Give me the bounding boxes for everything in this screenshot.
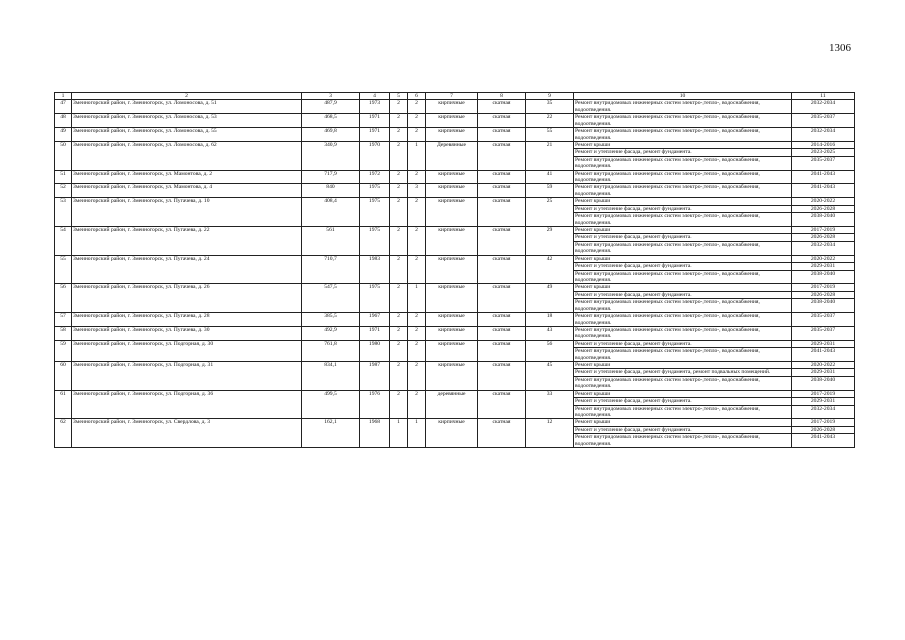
repair-period: 2038-2040 (792, 299, 855, 313)
roof-type: скатная (478, 227, 526, 256)
repair-work: Ремонт внутридомовых инженерных систем электро-,тепло-, водоснабжения, водоотведения. (574, 114, 792, 128)
roof-type: скатная (478, 114, 526, 128)
building-number: 58 (55, 326, 72, 340)
wall-material: кирпичные (426, 419, 478, 448)
floor-count: 2 (390, 128, 408, 142)
repair-period: 2041-2043 (792, 170, 855, 184)
building-address: Змеиногорский район, г. Змеиногорск, ул. Ломоносова, д. 55 (72, 128, 302, 142)
wall-material: кирпичные (426, 284, 478, 313)
repair-work: Ремонт и утепление фасада, ремонт фундамента. (574, 426, 792, 433)
building-address: Змеиногорский район, г. Змеиногорск, ул. Пугачева, д. 24 (72, 255, 302, 284)
repair-period: 2020-2022 (792, 255, 855, 262)
repair-work: Ремонт и утепление фасада, ремонт фундамента. (574, 234, 792, 241)
building-area: 840 (302, 184, 360, 198)
table-body (55, 93, 855, 448)
table-row (55, 184, 855, 198)
building-number: 54 (55, 227, 72, 256)
building-address: Змеиногорский район, г. Змеиногорск, ул. Пугачева, д. 28 (72, 313, 302, 327)
building-area: 487,9 (302, 100, 360, 114)
entrance-count: 2 (408, 326, 426, 340)
table-row (55, 227, 855, 234)
repair-work: Ремонт и утепление фасада, ремонт фундамента. (574, 398, 792, 405)
roof-type: скатная (478, 340, 526, 361)
repair-period: 2041-2043 (792, 434, 855, 448)
repair-period: 2041-2043 (792, 184, 855, 198)
table-row (55, 284, 855, 291)
column-number-row (55, 93, 855, 100)
building-address: Змеиногорский район, г. Змеиногорск, ул. Свердлова, д. 3 (72, 419, 302, 448)
building-number: 61 (55, 390, 72, 419)
repair-period: 2032-2034 (792, 100, 855, 114)
build-year: 1983 (360, 255, 390, 284)
repair-work: Ремонт внутридомовых инженерных систем электро-,тепло-, водоснабжения, водоотведения. (574, 170, 792, 184)
resident-count: 29 (526, 227, 574, 256)
wall-material: кирпичные (426, 114, 478, 128)
roof-type: скатная (478, 255, 526, 284)
build-year: 1967 (360, 313, 390, 327)
building-address: Змеиногорский район, г. Змеиногорск, ул. Пугачева, д. 10 (72, 198, 302, 227)
repair-work: Ремонт внутридомовых инженерных систем электро-,тепло-, водоснабжения, водоотведения. (574, 405, 792, 419)
table-row (55, 362, 855, 369)
resident-count: 42 (526, 255, 574, 284)
building-address: Змеиногорский район, г. Змеиногорск, ул. Пугачева, д. 22 (72, 227, 302, 256)
floor-count: 2 (390, 390, 408, 419)
roof-type: скатная (478, 390, 526, 419)
repair-work: Ремонт крыши (574, 198, 792, 205)
repair-work: Ремонт и утепление фасада, ремонт фундамента. (574, 291, 792, 298)
wall-material: кирпичные (426, 313, 478, 327)
floor-count: 2 (390, 198, 408, 227)
entrance-count: 2 (408, 313, 426, 327)
building-address: Змеиногорский район, г. Змеиногорск, ул. Подгорная, д. 31 (72, 362, 302, 391)
resident-count: 59 (526, 184, 574, 198)
wall-material: кирпичные (426, 227, 478, 256)
entrance-count: 2 (408, 170, 426, 184)
repair-period: 2017-2019 (792, 390, 855, 397)
resident-count: 18 (526, 313, 574, 327)
repair-period: 2038-2040 (792, 213, 855, 227)
col-header: 4 (360, 93, 390, 100)
repair-work: Ремонт крыши (574, 284, 792, 291)
table-row (55, 114, 855, 128)
housing-repair-table (54, 92, 855, 448)
resident-count: 33 (526, 390, 574, 419)
resident-count: 49 (526, 284, 574, 313)
repair-period: 2035-2037 (792, 114, 855, 128)
repair-work: Ремонт внутридомовых инженерных систем электро-,тепло-, водоснабжения, водоотведения. (574, 241, 792, 255)
resident-count: 21 (526, 141, 574, 170)
repair-work: Ремонт внутридомовых инженерных систем электро-,тепло-, водоснабжения, водоотведения. (574, 299, 792, 313)
building-area: 834,1 (302, 362, 360, 391)
floor-count: 2 (390, 141, 408, 170)
repair-period: 2023-2025 (792, 149, 855, 156)
table-row (55, 170, 855, 184)
col-header: 3 (302, 93, 360, 100)
repair-work: Ремонт крыши (574, 255, 792, 262)
resident-count: 43 (526, 326, 574, 340)
roof-type: скатная (478, 128, 526, 142)
repair-work: Ремонт внутридомовых инженерных систем электро-,тепло-, водоснабжения, водоотведения. (574, 184, 792, 198)
entrance-count: 2 (408, 227, 426, 256)
table-row (55, 313, 855, 327)
table-row (55, 390, 855, 397)
roof-type: скатная (478, 184, 526, 198)
build-year: 1975 (360, 198, 390, 227)
building-number: 50 (55, 141, 72, 170)
repair-period: 2038-2040 (792, 270, 855, 284)
floor-count: 2 (390, 362, 408, 391)
repair-work: Ремонт крыши (574, 362, 792, 369)
floor-count: 2 (390, 100, 408, 114)
building-number: 47 (55, 100, 72, 114)
building-address: Змеиногорский район, г. Змеиногорск, ул. Ломоносова, д. 53 (72, 114, 302, 128)
roof-type: скатная (478, 419, 526, 448)
table-row (55, 340, 855, 347)
entrance-count: 2 (408, 255, 426, 284)
resident-count: 56 (526, 340, 574, 361)
repair-period: 2026-2028 (792, 426, 855, 433)
repair-period: 2029-2031 (792, 369, 855, 376)
floor-count: 2 (390, 313, 408, 327)
building-number: 59 (55, 340, 72, 361)
col-header: 1 (55, 93, 72, 100)
repair-period: 2035-2037 (792, 326, 855, 340)
resident-count: 41 (526, 170, 574, 184)
repair-period: 2032-2034 (792, 405, 855, 419)
floor-count: 2 (390, 114, 408, 128)
entrance-count: 2 (408, 362, 426, 391)
build-year: 1972 (360, 170, 390, 184)
wall-material: кирпичные (426, 100, 478, 114)
entrance-count: 1 (408, 141, 426, 170)
building-number: 48 (55, 114, 72, 128)
table-row (55, 419, 855, 426)
repair-period: 2029-2031 (792, 263, 855, 270)
roof-type: скатная (478, 326, 526, 340)
repair-period: 2020-2022 (792, 362, 855, 369)
building-address: Змеиногорский район, г. Змеиногорск, ул. Подгорная, д. 30 (72, 340, 302, 361)
build-year: 1987 (360, 362, 390, 391)
repair-work: Ремонт внутридомовых инженерных систем электро-,тепло-, водоснабжения, водоотведения. (574, 270, 792, 284)
building-area: 561 (302, 227, 360, 256)
resident-count: 55 (526, 128, 574, 142)
roof-type: скатная (478, 198, 526, 227)
repair-work: Ремонт и утепление фасада, ремонт фундамента. (574, 340, 792, 347)
building-area: 469,8 (302, 128, 360, 142)
table-row (55, 198, 855, 205)
col-header: 9 (526, 93, 574, 100)
repair-work: Ремонт крыши (574, 227, 792, 234)
build-year: 1975 (360, 184, 390, 198)
table-row (55, 326, 855, 340)
repair-period: 2035-2037 (792, 313, 855, 327)
repair-period: 2029-2031 (792, 340, 855, 347)
build-year: 1970 (360, 141, 390, 170)
roof-type: скатная (478, 170, 526, 184)
col-header: 7 (426, 93, 478, 100)
build-year: 1975 (360, 227, 390, 256)
col-header: 2 (72, 93, 302, 100)
repair-work: Ремонт крыши (574, 419, 792, 426)
repair-period: 2026-2028 (792, 205, 855, 212)
repair-period: 2017-2019 (792, 419, 855, 426)
repair-period: 2041-2043 (792, 348, 855, 362)
repair-work: Ремонт внутридомовых инженерных систем электро-,тепло-, водоснабжения, водоотведения. (574, 213, 792, 227)
floor-count: 1 (390, 419, 408, 448)
wall-material: кирпичные (426, 184, 478, 198)
building-area: 385,5 (302, 313, 360, 327)
repair-work: Ремонт внутридомовых инженерных систем электро-,тепло-, водоснабжения, водоотведения. (574, 376, 792, 390)
repair-period: 2017-2019 (792, 227, 855, 234)
repair-period: 2029-2031 (792, 398, 855, 405)
roof-type: скатная (478, 313, 526, 327)
entrance-count: 2 (408, 340, 426, 361)
entrance-count: 3 (408, 184, 426, 198)
repair-period: 2032-2034 (792, 241, 855, 255)
resident-count: 25 (526, 198, 574, 227)
building-area: 710,7 (302, 255, 360, 284)
floor-count: 2 (390, 227, 408, 256)
resident-count: 22 (526, 114, 574, 128)
build-year: 1971 (360, 128, 390, 142)
building-address: Змеиногорский район, г. Змеиногорск, ул. Пугачева, д. 26 (72, 284, 302, 313)
building-number: 56 (55, 284, 72, 313)
repair-period: 2017-2019 (792, 284, 855, 291)
building-area: 717,9 (302, 170, 360, 184)
col-header: 10 (574, 93, 792, 100)
table-row (55, 100, 855, 114)
repair-period: 2032-2034 (792, 128, 855, 142)
wall-material: кирпичные (426, 255, 478, 284)
page-number: 1306 (829, 42, 851, 54)
build-year: 1973 (360, 100, 390, 114)
entrance-count: 2 (408, 128, 426, 142)
wall-material: кирпичные (426, 198, 478, 227)
building-address: Змеиногорский район, г. Змеиногорск, ул. Мамонтова, д. 2 (72, 170, 302, 184)
repair-period: 2014-2016 (792, 141, 855, 148)
wall-material: кирпичные (426, 362, 478, 391)
resident-count: 35 (526, 100, 574, 114)
wall-material: деревянные (426, 390, 478, 419)
repair-work: Ремонт внутридомовых инженерных систем электро-,тепло-, водоснабжения, водоотведения. (574, 128, 792, 142)
repair-work: Ремонт внутридомовых инженерных систем электро-,тепло-, водоснабжения, водоотведения. (574, 100, 792, 114)
building-number: 52 (55, 184, 72, 198)
building-number: 51 (55, 170, 72, 184)
floor-count: 2 (390, 170, 408, 184)
floor-count: 2 (390, 284, 408, 313)
entrance-count: 1 (408, 284, 426, 313)
resident-count: 45 (526, 362, 574, 391)
repair-work: Ремонт и утепление фасада, ремонт фундамента. (574, 205, 792, 212)
table-row (55, 141, 855, 148)
floor-count: 2 (390, 326, 408, 340)
roof-type: скатная (478, 100, 526, 114)
repair-period: 2026-2028 (792, 234, 855, 241)
col-header: 8 (478, 93, 526, 100)
repair-work: Ремонт внутридомовых инженерных систем электро-,тепло-, водоснабжения, водоотведения. (574, 156, 792, 170)
build-year: 1968 (360, 419, 390, 448)
building-number: 55 (55, 255, 72, 284)
wall-material: кирпичные (426, 326, 478, 340)
repair-period: 2038-2040 (792, 376, 855, 390)
building-area: 499,5 (302, 390, 360, 419)
building-address: Змеиногорский район, г. Змеиногорск, ул. Пугачева, д. 30 (72, 326, 302, 340)
building-number: 49 (55, 128, 72, 142)
build-year: 1971 (360, 114, 390, 128)
entrance-count: 2 (408, 114, 426, 128)
entrance-count: 2 (408, 390, 426, 419)
building-area: 547,5 (302, 284, 360, 313)
building-area: 492,9 (302, 326, 360, 340)
build-year: 1976 (360, 390, 390, 419)
repair-work: Ремонт внутридомовых инженерных систем электро-,тепло-, водоснабжения, водоотведения. (574, 348, 792, 362)
building-area: 761,8 (302, 340, 360, 361)
repair-work: Ремонт и утепление фасада, ремонт фундамента, ремонт подвальных помещений. (574, 369, 792, 376)
repair-period: 2026-2028 (792, 291, 855, 298)
repair-work: Ремонт внутридомовых инженерных систем электро-,тепло-, водоснабжения, водоотведения. (574, 434, 792, 448)
building-area: 408,4 (302, 198, 360, 227)
wall-material: кирпичные (426, 170, 478, 184)
build-year: 1980 (360, 340, 390, 361)
floor-count: 2 (390, 184, 408, 198)
repair-work: Ремонт и утепление фасада, ремонт фундамента. (574, 263, 792, 270)
wall-material: Деревянные (426, 141, 478, 170)
table-row (55, 255, 855, 262)
repair-work: Ремонт и утепление фасада, ремонт фундамента. (574, 149, 792, 156)
roof-type: скатная (478, 141, 526, 170)
building-area: 340,9 (302, 141, 360, 170)
floor-count: 2 (390, 340, 408, 361)
roof-type: скатная (478, 362, 526, 391)
building-number: 57 (55, 313, 72, 327)
wall-material: кирпичные (426, 128, 478, 142)
repair-work: Ремонт крыши (574, 390, 792, 397)
col-header: 11 (792, 93, 855, 100)
repair-work: Ремонт крыши (574, 141, 792, 148)
wall-material: кирпичные (426, 340, 478, 361)
build-year: 1971 (360, 326, 390, 340)
repair-period: 2035-2037 (792, 156, 855, 170)
building-number: 60 (55, 362, 72, 391)
building-number: 62 (55, 419, 72, 448)
entrance-count: 1 (408, 419, 426, 448)
entrance-count: 2 (408, 198, 426, 227)
building-address: Змеиногорский район, г. Змеиногорск, ул. Подгорная, д. 36 (72, 390, 302, 419)
resident-count: 12 (526, 419, 574, 448)
roof-type: скатная (478, 284, 526, 313)
building-area: 468,5 (302, 114, 360, 128)
table-row (55, 128, 855, 142)
col-header: 6 (408, 93, 426, 100)
entrance-count: 2 (408, 100, 426, 114)
build-year: 1975 (360, 284, 390, 313)
repair-period: 2020-2022 (792, 198, 855, 205)
building-number: 53 (55, 198, 72, 227)
repair-work: Ремонт внутридомовых инженерных систем электро-,тепло-, водоснабжения, водоотведения. (574, 326, 792, 340)
building-address: Змеиногорский район, г. Змеиногорск, ул. Ломоносова, д. 51 (72, 100, 302, 114)
repair-work: Ремонт внутридомовых инженерных систем электро-,тепло-, водоснабжения, водоотведения. (574, 313, 792, 327)
building-area: 162,1 (302, 419, 360, 448)
building-address: Змеиногорский район, г. Змеиногорск, ул. Ломоносова, д. 62 (72, 141, 302, 170)
building-address: Змеиногорский район, г. Змеиногорск, ул. Мамонтова, д. 4 (72, 184, 302, 198)
col-header: 5 (390, 93, 408, 100)
floor-count: 2 (390, 255, 408, 284)
